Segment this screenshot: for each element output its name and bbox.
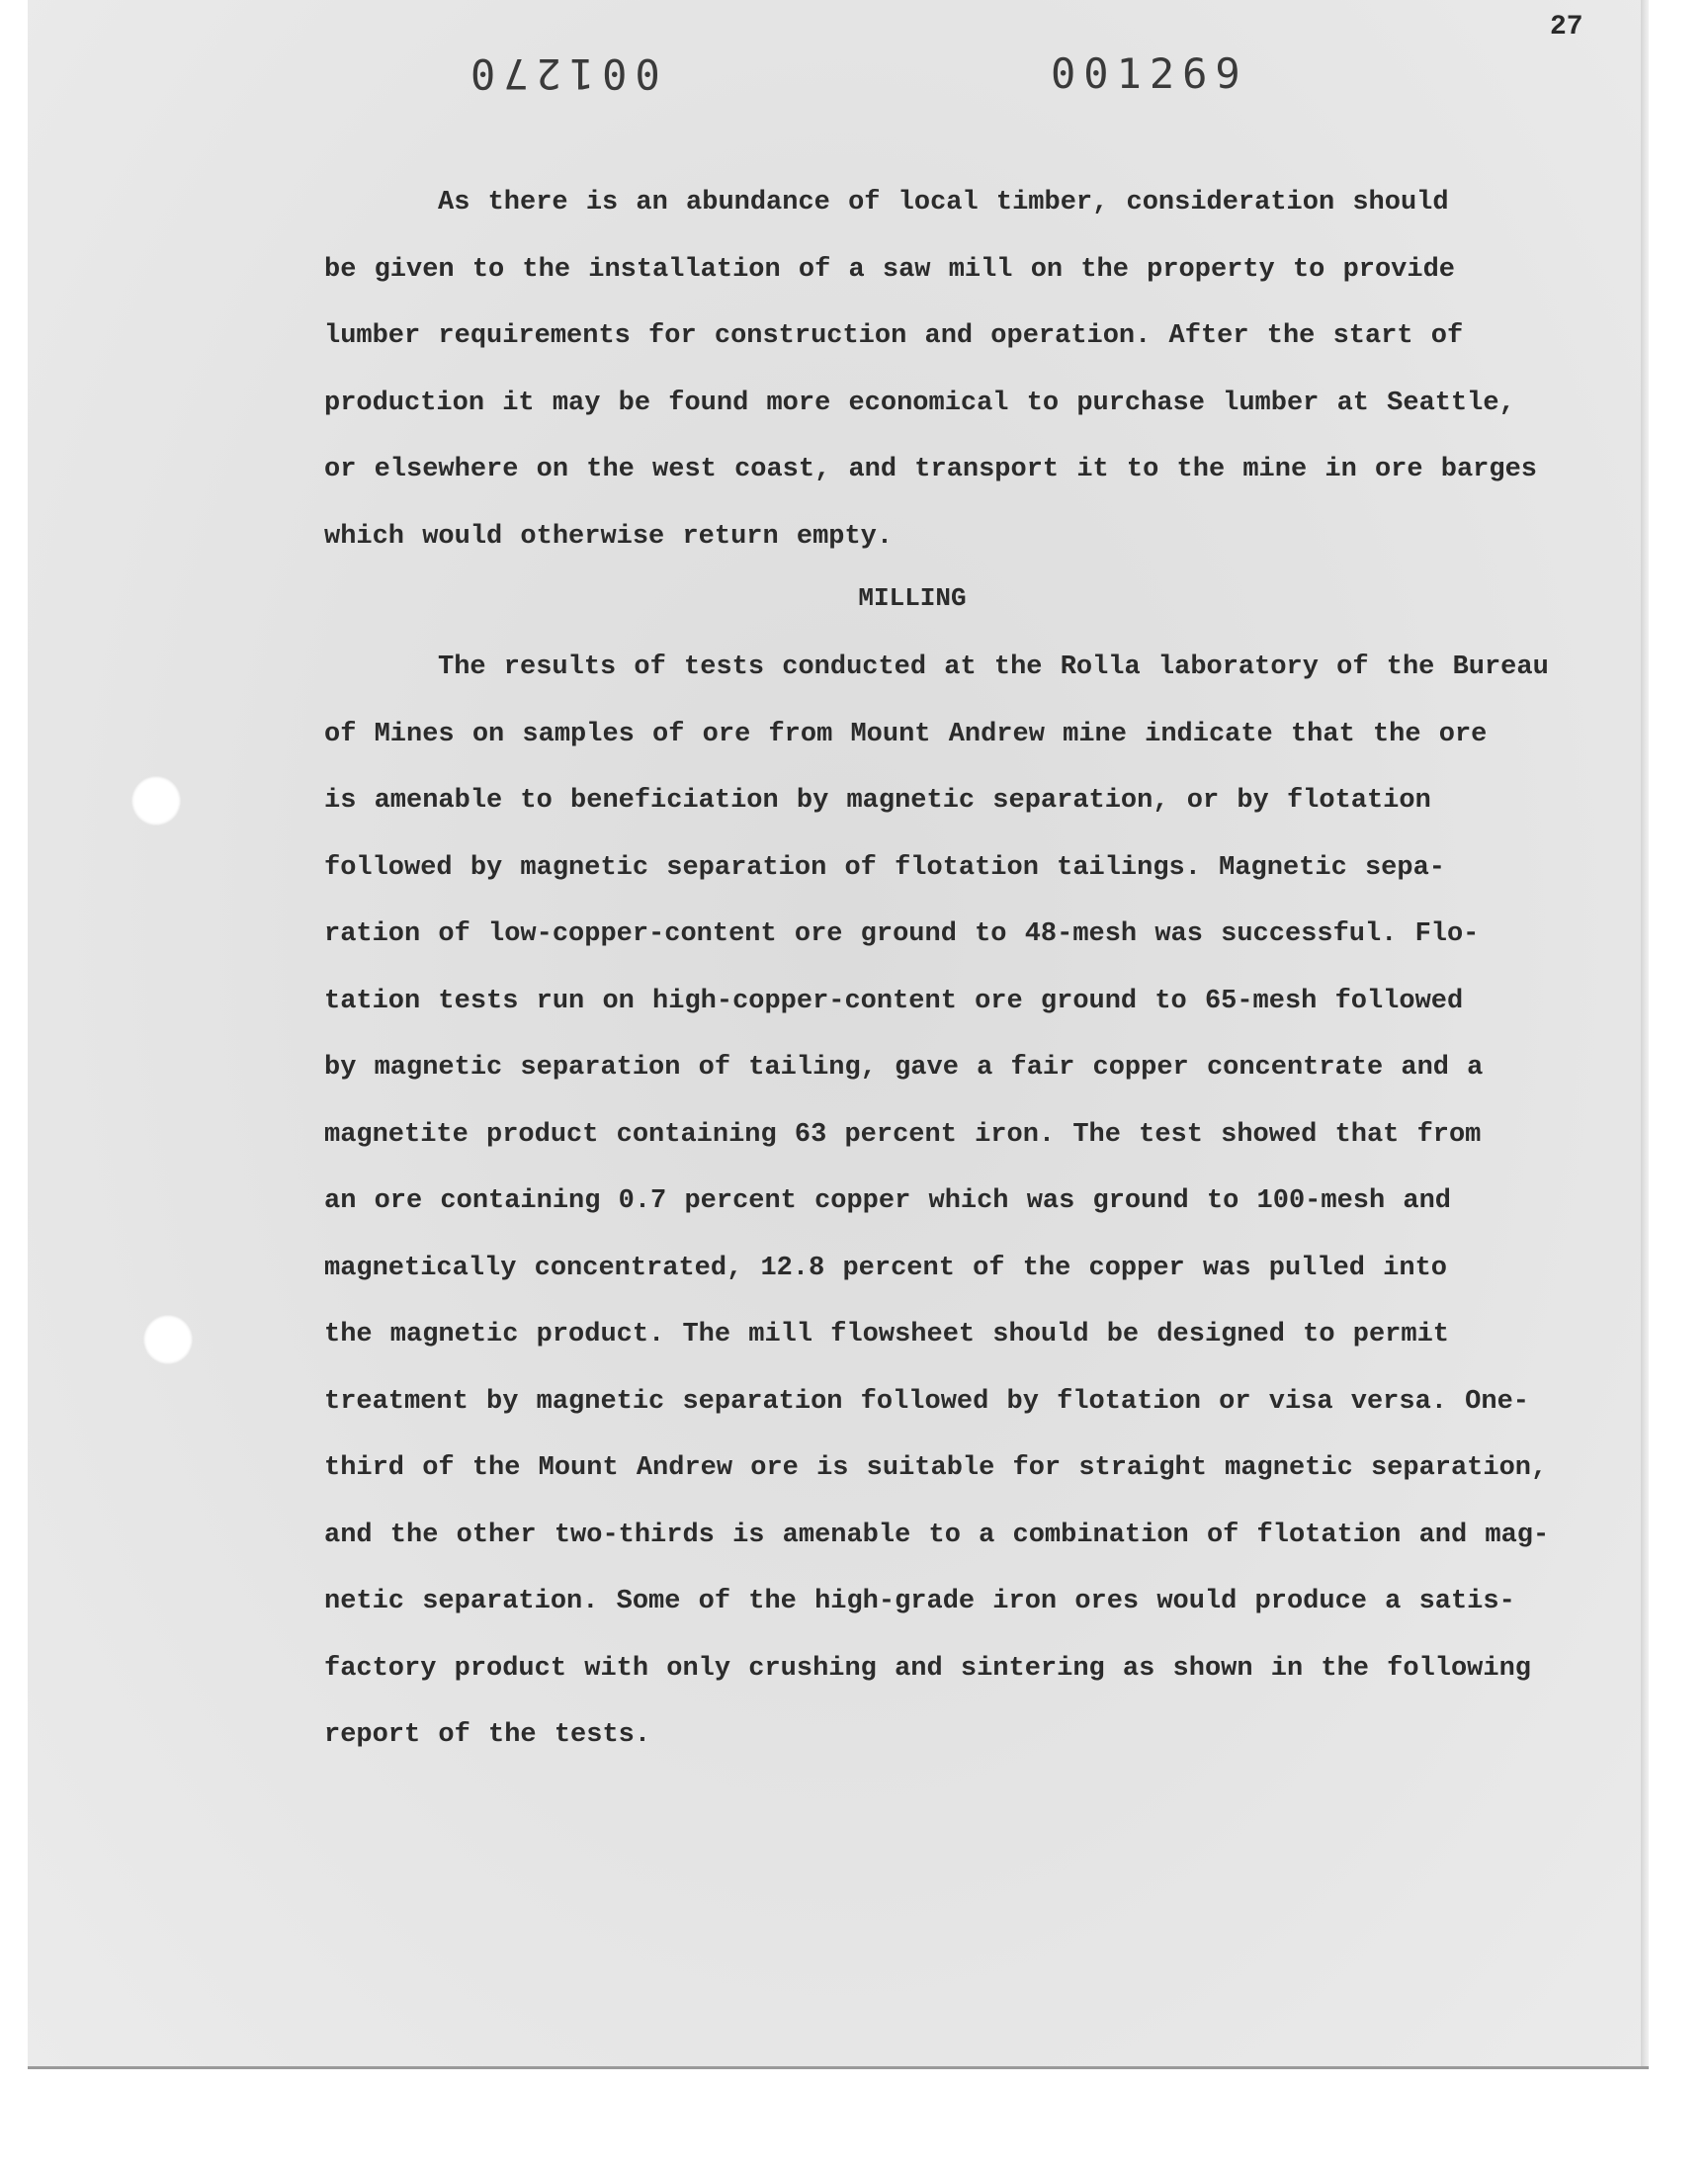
text-line: lumber requirements for construction and operation. After the start of [324,321,1464,351]
document-page [28,0,1649,2069]
text-line: of Mines on samples of ore from Mount Andrew mine indicate that the ore [324,719,1488,749]
paragraph-milling [324,635,1570,1770]
text-line: be given to the installation of a saw mill on the property to provide [324,254,1455,285]
text-line: treatment by magnetic separation followed by flotation or visa versa. One- [324,1386,1529,1417]
text-line: by magnetic separation of tailing, gave a fair copper concentrate and a [324,1053,1484,1083]
text-line: third of the Mount Andrew ore is suitable for straight magnetic separation, [324,1453,1548,1483]
text-line: is amenable to beneficiation by magnetic separation, or by flotation [324,786,1431,816]
text-line: magnetically concentrated, 12.8 percent of the copper was pulled into [324,1253,1447,1283]
paragraph-timber [324,170,1570,570]
text-line: the magnetic product. The mill flowsheet should be designed to permit [324,1320,1449,1349]
text-line: which would otherwise return empty. [324,521,894,552]
section-heading: MILLING [858,583,967,613]
text-line: followed by magnetic separation of flotation tailings. Magnetic sepa- [324,852,1445,883]
document-stamp-right: 001269 [1051,49,1248,98]
text-line: an ore containing 0.7 percent copper which was ground to 100-mesh and [324,1186,1451,1216]
document-stamp-left: 001270 [463,49,660,98]
text-line: or elsewhere on the west coast, and transport it to the mine in ore barges [324,455,1537,484]
text-line: tation tests run on high-copper-content ore ground to 65-mesh followed [324,986,1464,1016]
page-number: 27 [1550,12,1583,43]
text-line: ration of low-copper-content ore ground to 48-mesh was successful. Flo- [324,919,1480,949]
text-line: magnetite product containing 63 percent iron. The test showed that from [324,1119,1482,1150]
page-edge-shadow [1641,0,1649,2066]
text-line: and the other two-thirds is amenable to a combination of flotation and mag- [324,1520,1550,1550]
punch-hole [131,776,181,826]
text-line: factory product with only crushing and sintering as shown in the following [324,1653,1531,1684]
text-line: The results of tests conducted at the Rolla laboratory of the Bureau [438,652,1549,682]
text-line: As there is an abundance of local timber, consideration should [438,188,1449,218]
punch-hole [143,1315,193,1364]
text-line: production it may be found more economical to purchase lumber at Seattle, [324,388,1515,418]
text-line: report of the tests. [324,1720,651,1750]
text-line: netic separation. Some of the high-grade iron ores would produce a satis- [324,1587,1515,1616]
